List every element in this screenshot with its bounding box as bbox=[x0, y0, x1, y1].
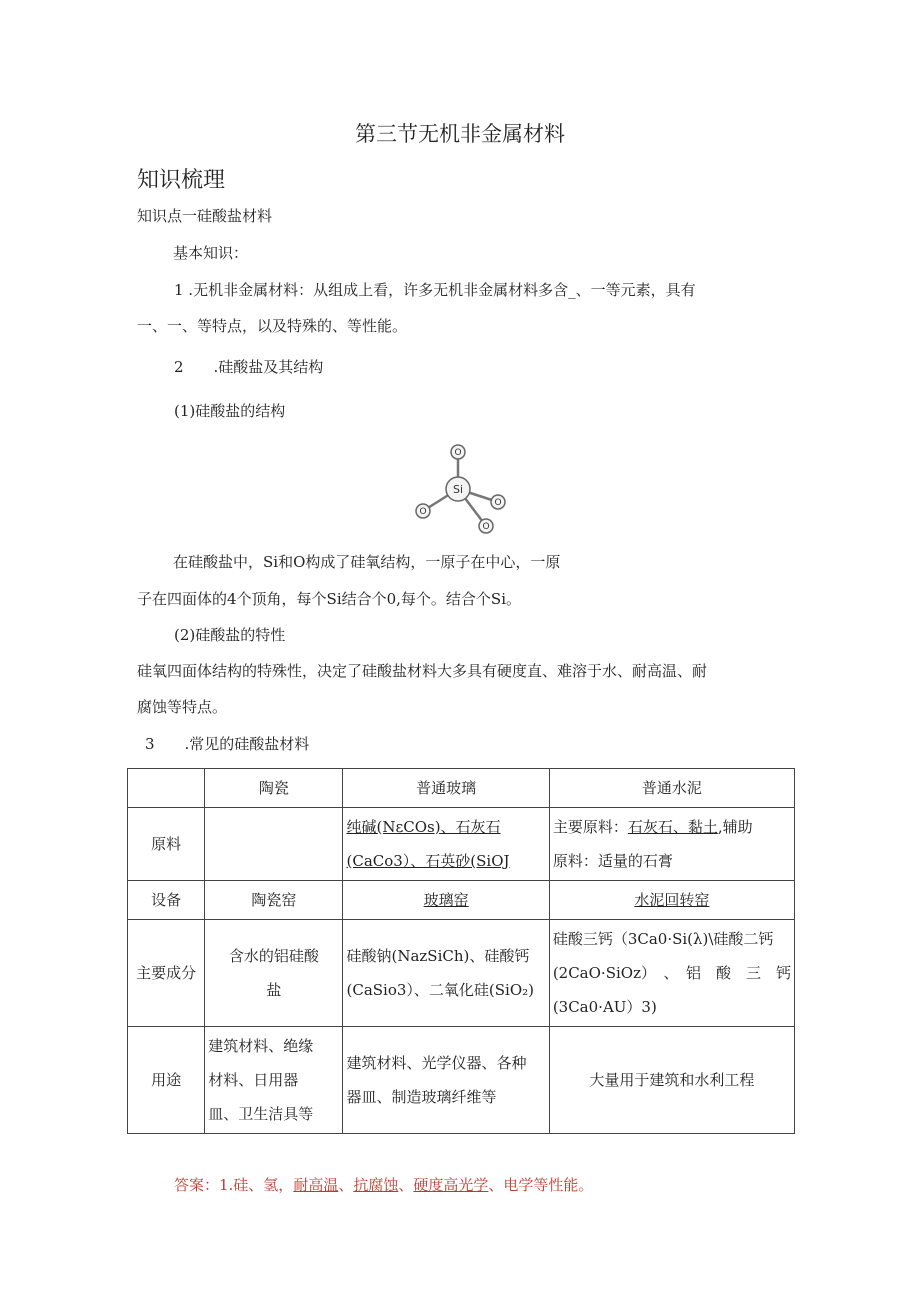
table-header-cement: 普通水泥 bbox=[549, 769, 794, 808]
raw-cement-cell bbox=[549, 808, 794, 881]
answer-underlined-2: 抗腐蚀 bbox=[353, 1176, 399, 1194]
answer-line bbox=[174, 1175, 593, 1195]
answer-sep-1: 、 bbox=[338, 1176, 354, 1194]
answer-prefix: 答案：1.硅、氢， bbox=[174, 1176, 294, 1194]
comp-glass-line: 硅酸钠(NazSiCh)、硅酸钙 bbox=[346, 947, 530, 965]
o-label: O bbox=[454, 448, 462, 458]
raw-cement-prefix: 主要原料： bbox=[552, 818, 628, 836]
raw-cement-line bbox=[553, 810, 791, 844]
para2-line1: 硅氧四面体结构的特殊性，决定了硅酸盐材料大多具有硬度直、难溶于水、耐高温、耐 bbox=[137, 662, 708, 680]
comp-ceramic-line: 含水的铝硅酸 bbox=[228, 947, 319, 965]
use-cement-cell: 大量用于建筑和水利工程 bbox=[549, 1027, 794, 1134]
row-label-raw: 原料 bbox=[128, 808, 205, 881]
comp-cement-cell bbox=[549, 920, 794, 1027]
comp-ceramic-line: 盐 bbox=[266, 981, 282, 999]
use-ceramic-line: 材料、日用器 bbox=[208, 1071, 299, 1089]
equip-cement-cell bbox=[549, 881, 794, 920]
table-row-equipment bbox=[128, 881, 795, 920]
o-label: O bbox=[482, 522, 490, 532]
equip-cement-text: 水泥回转窑 bbox=[634, 891, 710, 909]
basic-knowledge-label: 基本知识： bbox=[173, 244, 249, 262]
comp-cement-line: 硅酸三钙（3Ca0·Si(λ)\硅酸二钙 bbox=[552, 930, 774, 948]
raw-cement-line: 原料：适量的石膏 bbox=[552, 852, 673, 870]
use-ceramic-line: 建筑材料、绝缘 bbox=[208, 1037, 314, 1055]
si-label: Si bbox=[452, 483, 464, 496]
answer-underlined-3: 硬度高光学 bbox=[413, 1176, 489, 1194]
comp-ceramic-cell bbox=[205, 920, 343, 1027]
table-header-row bbox=[128, 769, 795, 808]
comp-cement-line: (2CaO·SiOz） 、 铝 酸 三 钙 bbox=[552, 964, 791, 982]
table-header-empty bbox=[128, 769, 205, 808]
answer-sep-2: 、 bbox=[398, 1176, 414, 1194]
subsection-title: 知识点一硅酸盐材料 bbox=[137, 207, 273, 225]
raw-glass-cell bbox=[343, 808, 549, 881]
row-label-composition: 主要成分 bbox=[128, 920, 205, 1027]
use-ceramic-line: 皿、卫生洁具等 bbox=[208, 1105, 314, 1123]
row-label-equipment: 设备 bbox=[128, 881, 205, 920]
section-heading: 知识梳理 bbox=[137, 168, 226, 193]
table-row-raw-material bbox=[128, 808, 795, 881]
item1-line2: 一、一、等特点，以及特殊的、等性能。 bbox=[137, 317, 408, 335]
use-glass-line: 器皿、制造玻璃纤维等 bbox=[346, 1088, 497, 1106]
row-label-use: 用途 bbox=[128, 1027, 205, 1134]
comp-glass-line: (CaSio3）、二氧化硅(SiO₂) bbox=[346, 981, 534, 999]
comp-cement-line: (3Ca0·AU）3) bbox=[552, 998, 657, 1016]
equip-glass-text: 玻璃窑 bbox=[423, 891, 469, 909]
item1-line1: 1 .无机非金属材料：从组成上看，许多无机非金属材料多含_、一等元素，具有 bbox=[174, 281, 696, 299]
table-header-glass: 普通玻璃 bbox=[343, 769, 549, 808]
table-header-ceramic: 陶瓷 bbox=[205, 769, 343, 808]
raw-glass-line: (CaCo3）、石英砂(SiOJ bbox=[346, 852, 510, 870]
comp-glass-cell bbox=[343, 920, 549, 1027]
raw-cement-main: 石灰石、黏土 bbox=[627, 818, 718, 836]
para1-line1: 在硅酸盐中，Si和O构成了硅氧结构，一原子在中心，一原 bbox=[173, 553, 561, 571]
table-row-use bbox=[128, 1027, 795, 1134]
raw-glass-line: 纯碱(NεCOs)、石灰石 bbox=[346, 818, 501, 836]
para1-line2: 子在四面体的4个顶角，每个Si结合个0,每个。结合个Si。 bbox=[137, 590, 522, 608]
item2-heading: 2 .硅酸盐及其结构 bbox=[174, 358, 324, 376]
use-glass-line: 建筑材料、光学仪器、各种 bbox=[346, 1054, 527, 1072]
use-glass-cell bbox=[343, 1027, 549, 1134]
use-ceramic-cell bbox=[205, 1027, 343, 1134]
o-label: O bbox=[494, 498, 502, 508]
equip-glass-cell bbox=[343, 881, 549, 920]
raw-cement-suffix: ,辅助 bbox=[717, 818, 753, 836]
item3-heading: 3 .常见的硅酸盐材料 bbox=[145, 735, 310, 753]
item2-1-heading: (1)硅酸盐的结构 bbox=[174, 402, 286, 420]
raw-ceramic-cell bbox=[205, 808, 343, 881]
table-row-composition bbox=[128, 920, 795, 1027]
item2-2-heading: (2)硅酸盐的特性 bbox=[174, 626, 286, 644]
page-title: 第三节无机非金属材料 bbox=[355, 122, 565, 146]
answer-underlined-1: 耐高温 bbox=[293, 1176, 339, 1194]
equip-ceramic-cell: 陶瓷窑 bbox=[205, 881, 343, 920]
silicate-materials-table bbox=[127, 768, 795, 1134]
answer-suffix: 、电学等性能。 bbox=[488, 1176, 594, 1194]
para2-line2: 腐蚀等特点。 bbox=[137, 698, 228, 716]
silicate-tetrahedron-diagram bbox=[404, 440, 514, 540]
o-label: O bbox=[419, 507, 427, 517]
